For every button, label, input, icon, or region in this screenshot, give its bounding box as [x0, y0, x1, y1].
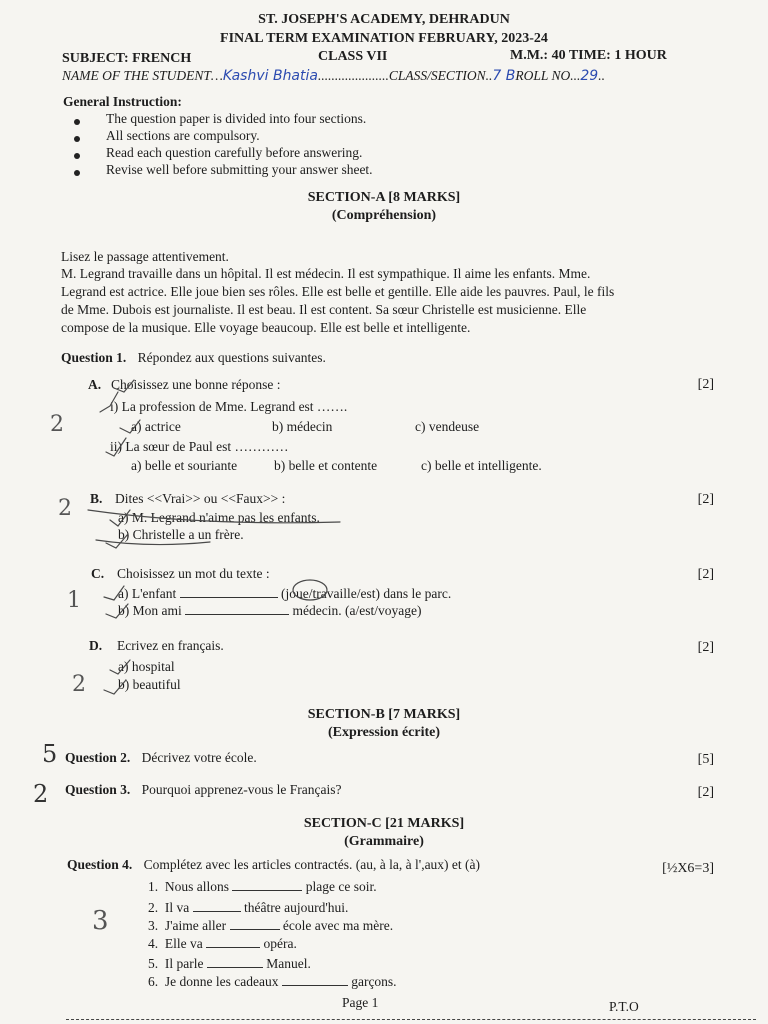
- part-d-item: b) beautiful: [118, 677, 181, 692]
- answer-blank: [282, 973, 348, 986]
- section-c-subtitle: (Grammaire): [344, 834, 424, 849]
- passage-line: M. Legrand travaille dans un hôpital. Il est médecin. Il est sympathique. Il aime les enfants. Mme.: [61, 266, 591, 281]
- part-d-text: Ecrivez en français.: [117, 638, 224, 653]
- part-c-item-b: b) Mon ami médecin. (a/est/voyage): [118, 603, 422, 618]
- option: c) belle et intelligente.: [421, 458, 542, 473]
- option: b) médecin: [272, 419, 333, 434]
- student-name-value: Kashvi Bhatia: [222, 68, 318, 84]
- school-name: ST. JOSEPH'S ACADEMY, DEHRADUN: [258, 12, 510, 27]
- part-b-marks: [2]: [697, 492, 714, 507]
- subject: SUBJECT: FRENCH: [62, 51, 192, 66]
- part-a-text: Choisissez une bonne réponse :: [111, 377, 281, 392]
- question-1-text: Répondez aux questions suivantes.: [137, 350, 326, 365]
- instruction-item: The question paper is divided into four sections.: [106, 111, 367, 126]
- part-a-question-ii: ii) La sœur de Paul est …………: [110, 439, 289, 454]
- section-a-title: SECTION-A [8 MARKS]: [307, 190, 461, 205]
- grader-score: 5: [42, 740, 58, 768]
- class-label: CLASS VII: [318, 49, 388, 64]
- grammar-item: 6. Je donne les cadeaux garçons.: [148, 974, 397, 989]
- part-d-label: D.: [89, 638, 103, 653]
- grammar-item: 3. J'aime aller école avec ma mère.: [148, 918, 394, 933]
- grader-score: 2: [33, 780, 49, 808]
- part-b-text: Dites <<Vrai>> ou <<Faux>> :: [115, 491, 286, 506]
- class-section-value: 7 B: [492, 68, 516, 84]
- passage-line: Legrand est actrice. Elle joue bien ses rôles. Elle est belle et gentille. Elle aide les pauvres. Paul, le fils: [61, 284, 615, 299]
- grammar-item: 1. Nous allons plage ce soir.: [148, 879, 377, 894]
- grammar-item: 5. Il parle Manuel.: [148, 956, 311, 971]
- grader-score: 3: [92, 906, 109, 936]
- answer-blank: [230, 917, 280, 930]
- option: c) vendeuse: [415, 419, 480, 434]
- marks-time: M.M.: 40 TIME: 1 HOUR: [510, 48, 667, 63]
- answer-blank: [185, 602, 289, 615]
- answer-blank: [206, 935, 260, 948]
- question-2-marks: [5]: [697, 752, 714, 767]
- question-1-label: Question 1.: [61, 350, 127, 365]
- part-b-item: b) Christelle a un frère.: [118, 527, 244, 542]
- grader-score: 2: [72, 672, 86, 697]
- answer-blank: [232, 878, 302, 891]
- question-3-marks: [2]: [697, 785, 714, 800]
- student-name-row: NAME OF THE STUDENT…Kashvi Bhatia.....................CLASS/SECTION..7 BROLL NO...29..: [62, 68, 605, 84]
- option: a) belle et souriante: [131, 458, 238, 473]
- question-4-marks: [½X6=3]: [662, 861, 714, 876]
- section-c-title: SECTION-C [21 MARKS]: [303, 816, 465, 831]
- bullet-icon: [74, 136, 80, 142]
- answer-blank: [207, 955, 263, 968]
- exam-title: FINAL TERM EXAMINATION FEBRUARY, 2023-24: [220, 31, 548, 46]
- option: b) belle et contente: [274, 458, 378, 473]
- part-c-item-a: a) L'enfant (joue/travaille/est) dans le parc.: [118, 586, 452, 601]
- page-number: Page 1: [342, 995, 379, 1010]
- question-3: Question 3. Pourquoi apprenez-vous le Français?: [65, 782, 342, 797]
- question-2: Question 2. Décrivez votre école.: [65, 750, 257, 765]
- grader-score: 2: [50, 412, 64, 437]
- pto-label: P.T.O: [609, 999, 639, 1014]
- instruction-item: All sections are compulsory.: [106, 128, 260, 143]
- passage-line: de Mme. Dubois est journaliste. Il est beau. Il est content. Sa sœur Christelle est musicienne. Elle: [61, 302, 587, 317]
- bullet-icon: [74, 170, 80, 176]
- bullet-icon: [74, 119, 80, 125]
- instruction-item: Read each question carefully before answering.: [106, 145, 363, 160]
- section-b-subtitle: (Expression écrite): [327, 725, 441, 740]
- part-a-label: A.: [88, 377, 102, 392]
- section-a-subtitle: (Compréhension): [331, 208, 437, 223]
- part-d-marks: [2]: [697, 640, 714, 655]
- section-b-title: SECTION-B [7 MARKS]: [307, 707, 461, 722]
- grader-score: 1: [67, 588, 81, 613]
- instructions-title: General Instruction:: [63, 94, 182, 109]
- roll-value: 29: [580, 68, 599, 84]
- student-name-label: NAME OF THE STUDENT: [62, 68, 211, 83]
- part-d-item: a) hospital: [118, 659, 175, 674]
- part-a-question-i: i) La profession de Mme. Legrand est …….: [110, 399, 348, 414]
- footer-divider: [66, 1019, 756, 1020]
- instruction-item: Revise well before submitting your answer sheet.: [106, 162, 373, 177]
- roll-label: ROLL NO: [515, 68, 571, 83]
- grammar-item: 2. Il va théâtre aujourd'hui.: [148, 900, 349, 915]
- class-section-label: CLASS/SECTION: [388, 68, 486, 83]
- grader-score: 2: [58, 496, 72, 521]
- answer-blank: [193, 899, 241, 912]
- option: a) actrice: [131, 419, 181, 434]
- part-b-label: B.: [90, 491, 103, 506]
- grammar-item: 4. Elle va opéra.: [148, 936, 297, 951]
- question-1: [61, 350, 326, 366]
- part-c-text: Choisissez un mot du texte :: [117, 566, 270, 581]
- question-4: Question 4. Complétez avec les articles contractés. (au, à la, à l',aux) et (à): [67, 857, 481, 872]
- answer-blank: [180, 585, 278, 598]
- part-a-marks: [2]: [697, 377, 714, 392]
- part-c-marks: [2]: [697, 567, 714, 582]
- part-c-label: C.: [91, 566, 105, 581]
- part-b-item: a) M. Legrand n'aime pas les enfants.: [118, 510, 320, 525]
- passage-line: compose de la musique. Elle voyage beaucoup. Elle est belle et intelligente.: [61, 320, 471, 335]
- passage-intro: Lisez le passage attentivement.: [61, 249, 229, 264]
- bullet-icon: [74, 153, 80, 159]
